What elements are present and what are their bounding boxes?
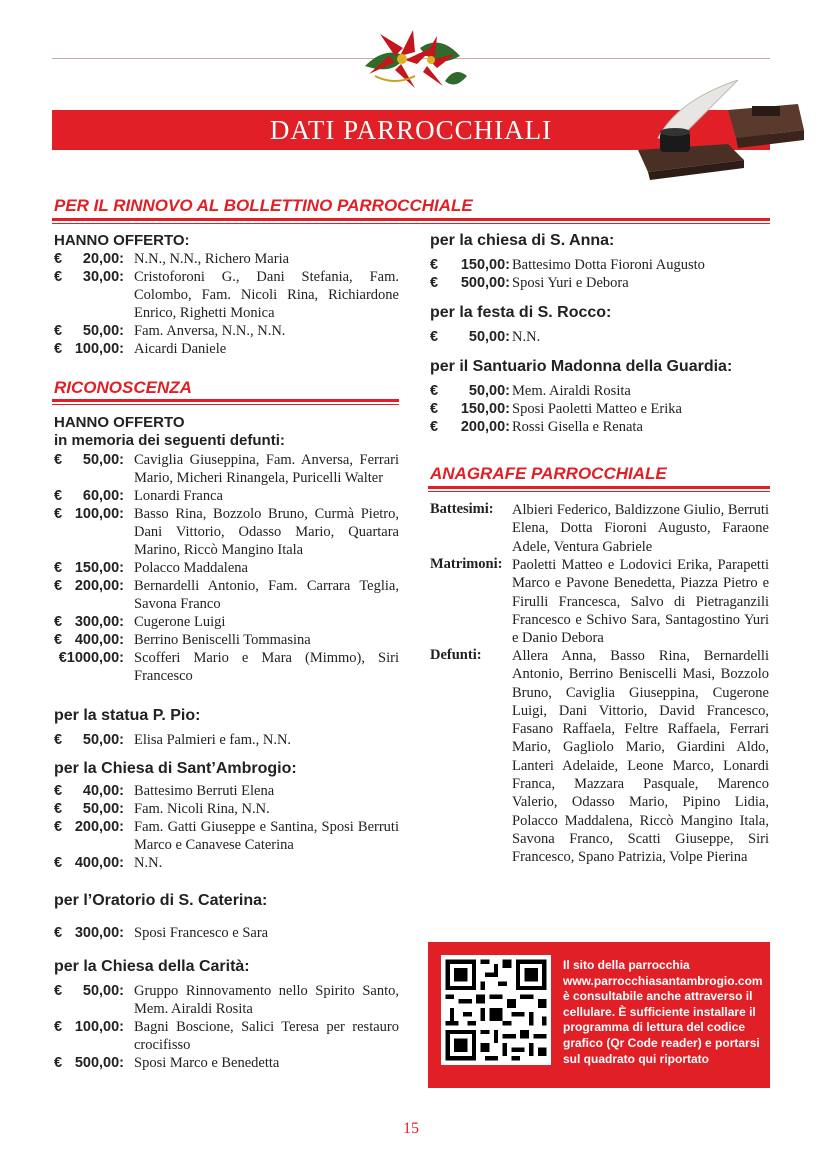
amount: 400,00: — [74, 855, 124, 871]
currency-symbol: € — [430, 383, 439, 399]
currency-symbol: € — [430, 419, 439, 435]
section-rule-thin — [52, 404, 399, 405]
donor-names: Mem. Airaldi Rosita — [512, 383, 631, 399]
amount: 40,00: — [82, 783, 124, 799]
amount: 200,00: — [74, 819, 124, 835]
currency-symbol: € — [430, 329, 439, 345]
donor-names: Battesimo Dotta Fioroni Augusto — [512, 257, 705, 273]
poinsettia-ornament-icon — [355, 26, 470, 92]
currency-symbol: € — [54, 578, 63, 594]
amount: 150,00: — [74, 560, 124, 576]
carita-heading: per la Chiesa della Carità: — [54, 958, 250, 975]
currency-symbol: € — [54, 488, 63, 504]
currency-symbol: € — [54, 452, 63, 468]
guardia-heading: per il Santuario Madonna della Guardia: — [430, 358, 733, 375]
donor-names: Fam. Nicoli Rina, N.N. — [134, 801, 270, 817]
section-rule-thin — [52, 223, 770, 224]
donor-names: Polacco Maddalena — [134, 560, 248, 576]
amount: 150,00: — [460, 257, 510, 273]
donor-names: Basso Rina, Bozzolo Bruno, Curmà Pietro, Dani Vittorio, Odasso Mario, Quartara Marino, Riccò Mangino Itala — [134, 506, 399, 558]
currency-symbol: € — [430, 401, 439, 417]
qr-url-link[interactable]: www.parrocchiasantambrogio.com — [563, 973, 763, 988]
qr-line1: Il sito della parrocchia — [563, 958, 690, 972]
matrimoni-list: Paoletti Matteo e Lodovici Erika, Parapetti Marco e Pavone Benedetta, Piazza Pietro e Firulli Francesca, Salvo di Pietraganzili Francesco e Schivo Sara, Santagostino Yuri e Danio Debora — [512, 557, 769, 647]
donor-names: Sposi Francesco e Sara — [134, 925, 269, 941]
page-number: 15 — [403, 1120, 419, 1137]
amount: 50,00: — [468, 383, 510, 399]
qr-code-icon — [441, 955, 551, 1065]
donor-names: Fam. Gatti Giuseppe e Santina, Sposi Berruti Marco e Canavese Caterina — [134, 819, 399, 853]
currency-symbol: € — [430, 257, 439, 273]
currency-symbol: € — [54, 1019, 63, 1035]
currency-symbol: € — [54, 251, 63, 267]
donor-names: N.N. — [134, 855, 163, 871]
ambrogio-heading: per la Chiesa di Sant’Ambrogio: — [54, 760, 297, 777]
donor-names: Bagni Boscione, Salici Teresa per restauro crocifisso — [134, 1019, 399, 1053]
donor-names: Lonardi Franca — [134, 488, 223, 504]
currency-symbol: € — [54, 783, 63, 799]
donor-names: Sposi Marco e Benedetta — [134, 1055, 280, 1071]
amount: 300,00: — [74, 614, 124, 630]
section-rule-thin — [428, 491, 770, 492]
amount: €1000,00: — [58, 650, 124, 666]
donor-names: Bernardelli Antonio, Fam. Carrara Teglia, Savona Franco — [134, 578, 399, 612]
donor-names: Battesimo Berruti Elena — [134, 783, 275, 799]
donor-names: Cristoforoni G., Dani Stefania, Fam. Colombo, Fam. Nicoli Rina, Richiardone Enrico, Righetti Monica — [134, 269, 399, 321]
section-rule — [428, 486, 770, 489]
in-memoria-heading: in memoria dei seguenti defunti: — [54, 432, 285, 449]
section-heading-riconoscenza: RICONOSCENZA — [54, 378, 192, 397]
donor-names: N.N. — [512, 329, 541, 345]
qr-code[interactable] — [441, 955, 551, 1065]
qr-description — [563, 958, 761, 1067]
amount: 50,00: — [82, 732, 124, 748]
donor-names: Rossi Gisella e Renata — [512, 419, 643, 435]
amount: 100,00: — [74, 506, 124, 522]
hanno-offerto-heading-2: HANNO OFFERTO — [54, 414, 185, 431]
currency-symbol: € — [54, 732, 63, 748]
amount: 300,00: — [74, 925, 124, 941]
currency-symbol: € — [54, 925, 63, 941]
defunti-list: Allera Anna, Basso Rina, Bernardelli Antonio, Berrino Beniscelli Masi, Bozzolo Bruno, Caviglia Giuseppina, Cugerone Luigi, Dani Vittorio, David Francesco, Fasano Raffaela, Feltre Raffaela, Ferrari Mario, Gagliolo Mario, Giardini Aldo, Lanteri Adelaide, Leone Marco, Lonardi Franca, Mazzara Pasquale, Marenco Valerio, Odasso Mario, Pipino Lidia, Polacco Maddalena, Riccò Mangino Itala, Savona Franco, Scatti Giuseppe, Siri Francesco, Spano Patrizia, Volpe Pierina — [512, 648, 769, 866]
currency-symbol: € — [54, 506, 63, 522]
donor-names: Cugerone Luigi — [134, 614, 226, 630]
currency-symbol: € — [54, 614, 63, 630]
defunti-label: Defunti: — [430, 647, 482, 663]
section-rule — [52, 399, 399, 402]
donor-names: Gruppo Rinnovamento nello Spirito Santo, Mem. Airaldi Rosita — [134, 983, 399, 1017]
qr-body: è consultabile anche attraverso il cellulare. È sufficiente installare il programma di lettura del codice grafico (Qr Code reader) e portarsi sul quadrato qui riportato — [563, 989, 760, 1066]
currency-symbol: € — [54, 801, 63, 817]
amount: 100,00: — [74, 1019, 124, 1035]
amount: 200,00: — [460, 419, 510, 435]
amount: 30,00: — [82, 269, 124, 285]
amount: 60,00: — [82, 488, 124, 504]
amount: 50,00: — [468, 329, 510, 345]
anna-heading: per la chiesa di S. Anna: — [430, 232, 615, 249]
amount: 20,00: — [82, 251, 124, 267]
amount: 50,00: — [82, 323, 124, 339]
currency-symbol: € — [54, 323, 63, 339]
amount: 200,00: — [74, 578, 124, 594]
currency-symbol: € — [54, 341, 63, 357]
amount: 500,00: — [460, 275, 510, 291]
currency-symbol: € — [430, 275, 439, 291]
page-title: DATI PARROCCHIALI — [269, 115, 553, 145]
inkwell-quill-icon — [618, 80, 808, 182]
section-heading-rinnovo: PER IL RINNOVO AL BOLLETTINO PARROCCHIALE — [54, 196, 473, 215]
battesimi-label: Battesimi: — [430, 501, 494, 517]
donor-names: Berrino Beniscelli Tommasina — [134, 632, 311, 648]
donor-names: Sposi Paoletti Matteo e Erika — [512, 401, 682, 417]
donor-names: Fam. Anversa, N.N., N.N. — [134, 323, 286, 339]
amount: 50,00: — [82, 983, 124, 999]
currency-symbol: € — [54, 983, 63, 999]
currency-symbol: € — [54, 269, 63, 285]
currency-symbol: € — [54, 855, 63, 871]
currency-symbol: € — [54, 819, 63, 835]
donor-names: Sposi Yuri e Debora — [512, 275, 629, 291]
rocco-heading: per la festa di S. Rocco: — [430, 304, 612, 321]
battesimi-list: Albieri Federico, Baldizzone Giulio, Berruti Elena, Dotta Fioroni Augusto, Faraone Adele, Ventura Gabriele — [512, 502, 769, 555]
pio-heading: per la statua P. Pio: — [54, 707, 201, 724]
matrimoni-label: Matrimoni: — [430, 556, 503, 572]
donor-names: Caviglia Giuseppina, Fam. Anversa, Ferrari Mario, Micheri Rinangela, Puricelli Walter — [134, 452, 399, 486]
donor-names: Elisa Palmieri e fam., N.N. — [134, 732, 292, 748]
donor-names: Scofferi Mario e Mara (Mimmo), Siri Francesco — [134, 650, 399, 684]
hanno-offerto-heading: HANNO OFFERTO: — [54, 232, 190, 249]
donor-names: N.N., N.N., Richero Maria — [134, 251, 290, 267]
amount: 500,00: — [74, 1055, 124, 1071]
donor-names: Aicardi Daniele — [134, 341, 227, 357]
amount: 150,00: — [460, 401, 510, 417]
amount: 100,00: — [74, 341, 124, 357]
currency-symbol: € — [54, 560, 63, 576]
section-rule — [52, 218, 770, 221]
currency-symbol: € — [54, 632, 63, 648]
amount: 50,00: — [82, 801, 124, 817]
section-heading-anagrafe: ANAGRAFE PARROCCHIALE — [430, 464, 667, 483]
amount: 50,00: — [82, 452, 124, 468]
amount: 400,00: — [74, 632, 124, 648]
caterina-heading: per l’Oratorio di S. Caterina: — [54, 892, 268, 909]
currency-symbol: € — [54, 1055, 63, 1071]
